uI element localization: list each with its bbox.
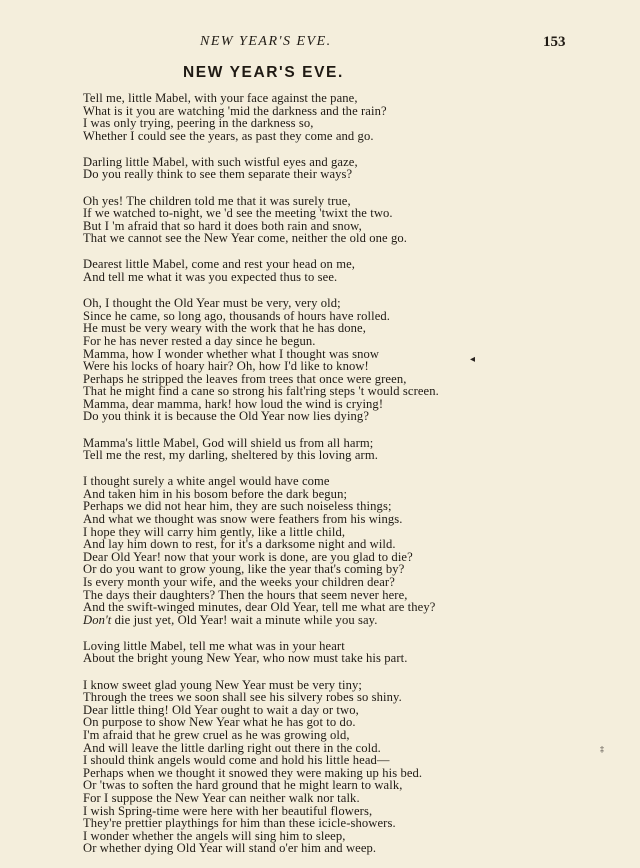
stanza	[83, 258, 603, 283]
poem-line: Dear little thing! Old Year ought to wait a day or two,	[83, 702, 359, 717]
poem-line: Is every month your wife, and the weeks your children dear?	[83, 575, 395, 589]
poem-line: That we cannot see the New Year come, neither the old one go.	[83, 231, 407, 246]
poem-line: Perhaps when we thought it snowed they were making up his bed.	[83, 765, 423, 780]
poem-line: That he might find a cane so strong his falt'ring steps 't would screen.	[83, 384, 439, 399]
poem-line: And what we thought was snow were feathers from his wings.	[83, 512, 403, 527]
poem-line: Since he came, so long ago, thousands of hours have rolled.	[83, 308, 391, 323]
poem-line: Were his locks of hoary hair? Oh, how I'd like to know!	[83, 359, 369, 374]
poem-line: I was only trying, peering in the darkness so,	[83, 116, 314, 131]
emphasis-word: Don't	[83, 612, 112, 627]
stanza	[83, 156, 603, 181]
stanza	[83, 640, 603, 665]
poem-line: For he has never rested a day since he begun.	[83, 333, 316, 348]
margin-mark: ◂	[470, 354, 476, 365]
running-head: NEW YEAR'S EVE.	[200, 34, 332, 49]
poem-line: I'm afraid that he grew cruel as he was growing old,	[83, 727, 350, 742]
poem-line: About the bright young New Year, who now must take his part.	[83, 651, 408, 666]
poem-line: I should think angels would come and hold his little head—	[83, 753, 390, 768]
poem-line: And the swift-winged minutes, dear Old Year, tell me what are they?	[83, 600, 436, 615]
poem-line: Mamma, dear mamma, hark! how loud the wind is crying!	[83, 396, 384, 411]
poem-line: Oh yes! The children told me that it was surely true,	[83, 193, 351, 208]
poem-line: Whether I could see the years, as past they come and go.	[83, 128, 374, 143]
poem-line: Or do you want to grow young, like the year that's coming by?	[83, 562, 405, 577]
poem-line: Loving little Mabel, tell me what was in your heart	[83, 638, 345, 653]
poem-line: Or whether dying Old Year will stand o'er him and weep.	[83, 841, 377, 856]
poem-line: And lay him down to rest, for it's a darksome night and wild.	[83, 537, 396, 552]
poem-line: For I suppose the New Year can neither walk nor talk.	[83, 790, 360, 805]
poem-line: And will leave the little darling right out there in the cold.	[83, 740, 381, 755]
poem-line: I know sweet glad young New Year must be very tiny;	[83, 677, 362, 692]
poem-line: Do you think it is because the Old Year now lies dying?	[83, 409, 370, 424]
poem-line: If we watched to-night, we 'd see the meeting 'twixt the two.	[83, 206, 393, 221]
line-remainder: die just yet, Old Year! wait a minute while you say.	[111, 612, 378, 627]
poem-line: Or 'twas to soften the hard ground that he might learn to walk,	[83, 778, 403, 793]
stanza	[83, 297, 603, 423]
stanza	[83, 195, 603, 245]
stanza	[83, 437, 603, 462]
poem-line: I hope they will carry him gently, like a little child,	[83, 524, 346, 539]
poem-line: I wish Spring-time were here with her beautiful flowers,	[83, 803, 373, 818]
poem-line: I wonder whether the angels will sing him to sleep,	[83, 828, 346, 843]
poem-line: Through the trees we soon shall see his silvery robes so shiny.	[83, 690, 402, 705]
poem-line: He must be very weary with the work that he has done,	[83, 321, 366, 336]
poem-line: What is it you are watching 'mid the darkness and the rain?	[83, 103, 387, 118]
poem-line: I thought surely a white angel would have come	[83, 474, 330, 489]
poem-line: Tell me, little Mabel, with your face against the pane,	[83, 91, 358, 105]
poem-line: Do you really think to see them separate their ways?	[83, 167, 353, 182]
poem-line: On purpose to show New Year what he has got to do.	[83, 715, 356, 730]
margin-mark: ‡	[600, 745, 604, 754]
poem-line: Darling little Mabel, with such wistful eyes and gaze,	[83, 154, 358, 169]
poem-line: Dear Old Year! now that your work is done, are you glad to die?	[83, 549, 413, 564]
poem-body	[83, 92, 603, 868]
poem-line: Dearest little Mabel, come and rest your head on me,	[83, 257, 356, 272]
poem-line: But I 'm afraid that so hard it does both rain and snow,	[83, 218, 362, 233]
poem-line: And tell me what it was you expected thus to see.	[83, 270, 338, 285]
poem-line: Perhaps we did not hear him, they are such noiseless things;	[83, 499, 392, 514]
poem-line: Mamma, how I wonder whether what I thought was snow	[83, 346, 380, 361]
poem-line: Tell me the rest, my darling, sheltered by this loving arm.	[83, 448, 378, 463]
poem-line: Mamma's little Mabel, God will shield us from all harm;	[83, 435, 374, 450]
poem-line: They're prettier playthings for him than these icicle-showers.	[83, 816, 396, 831]
stanza	[83, 679, 603, 855]
poem-line: And taken him in his bosom before the dark begun;	[83, 486, 348, 501]
poem-title: NEW YEAR'S EVE.	[183, 64, 344, 81]
stanza	[83, 92, 603, 142]
stanza	[83, 475, 603, 626]
poem-line: Oh, I thought the Old Year must be very, very old;	[83, 296, 341, 311]
poem-line: Perhaps he stripped the leaves from trees that once were green,	[83, 371, 407, 386]
page-number: 153	[543, 34, 566, 50]
poem-line: The days their daughters? Then the hours that seem never here,	[83, 587, 408, 602]
poem-line	[83, 614, 603, 627]
